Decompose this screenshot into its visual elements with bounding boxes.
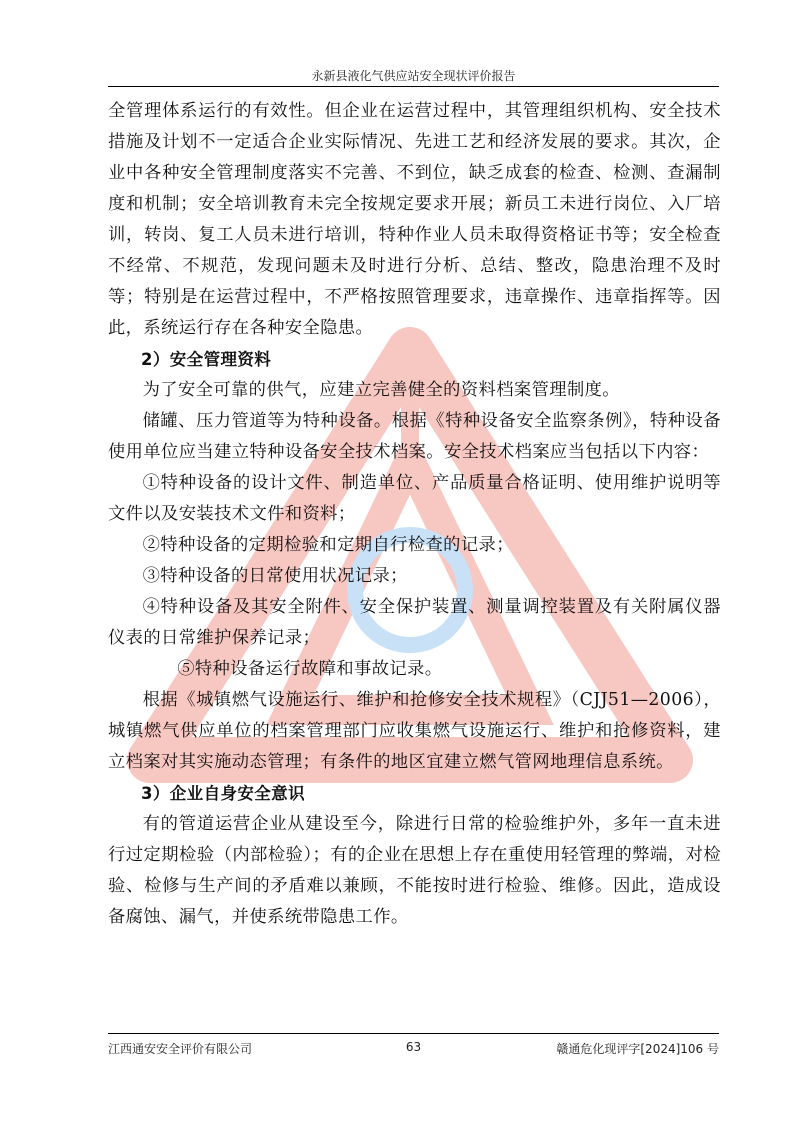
footer-company: 江西通安安全评价有限公司 [108,1042,253,1056]
list-item: ③特种设备的日常使用状况记录； [142,566,408,586]
paragraph: 有的管道运营企业从建设至今，除进行日常的检验维护外，多年一直未进行过定期检验（内部检验）；有的企业在思想上存在重使用轻管理的弊端，对检验、检修与生产间的矛盾难以兼顾，不能按时进行检验、维修。因此，造成设备腐蚀、漏气，并使系统带隐患工作。 [108,814,721,927]
page-number: 63 [405,1040,422,1054]
document-number: 赣通危化现评字[2024]106 号 [556,1042,719,1056]
page-header-title: 永新县液化气供应站安全现状评价报告 [311,69,516,83]
list-item: ①特种设备的设计文件、制造单位、产品质量合格证明、使用维护说明等文件以及安装技术文件和资料； [108,473,721,524]
section-heading: 2）安全管理资料 [141,350,272,369]
page-footer [108,1040,719,1058]
paragraph: 根据《城镇燃气设施运行、维护和抢修安全技术规程》（CJJ51—2006），城镇燃气供应单位的档案管理部门应收集燃气设施运行、维护和抢修资料，建立档案对其实施动态管理；有条件的地区宜建立燃气管网地理信息系统。 [108,690,721,772]
header-divider [108,86,719,87]
paragraph: 为了安全可靠的供气，应建立完善健全的资料档案管理制度。 [142,380,620,400]
paragraph: 储罐、压力管道等为特种设备。根据《特种设备安全监察条例》，特种设备使用单位应当建立特种设备安全技术档案。安全技术档案应当包括以下内容： [108,411,721,462]
list-item: ②特种设备的定期检验和定期自行检查的记录； [142,535,514,555]
footer-divider [108,1033,719,1034]
section-heading: 3）企业自身安全意识 [141,784,305,803]
list-item: ④特种设备及其安全附件、安全保护装置、测量调控装置及有关附属仪器仪表的日常维护保养记录； [108,597,721,648]
list-item: ⑤特种设备运行故障和事故记录。 [177,659,443,679]
body-content [108,96,721,933]
paragraph: 全管理体系运行的有效性。但企业在运营过程中，其管理组织机构、安全技术措施及计划不一定适合企业实际情况、先进工艺和经济发展的要求。其次，企业中各种安全管理制度落实不完善、不到位，缺乏成套的检查、检测、查漏制度和机制；安全培训教育未完全按规定要求开展；新员工未进行岗位、入厂培训，转岗、复工人员未进行培训，特种作业人员未取得资格证书等；安全检查不经常、不规范，发现问题未及时进行分析、总结、整改，隐患治理不及时等；特别是在运营过程中，不严格按照管理要求，违章操作、违章指挥等。因此，系统运行存在各种安全隐患。 [108,101,721,338]
